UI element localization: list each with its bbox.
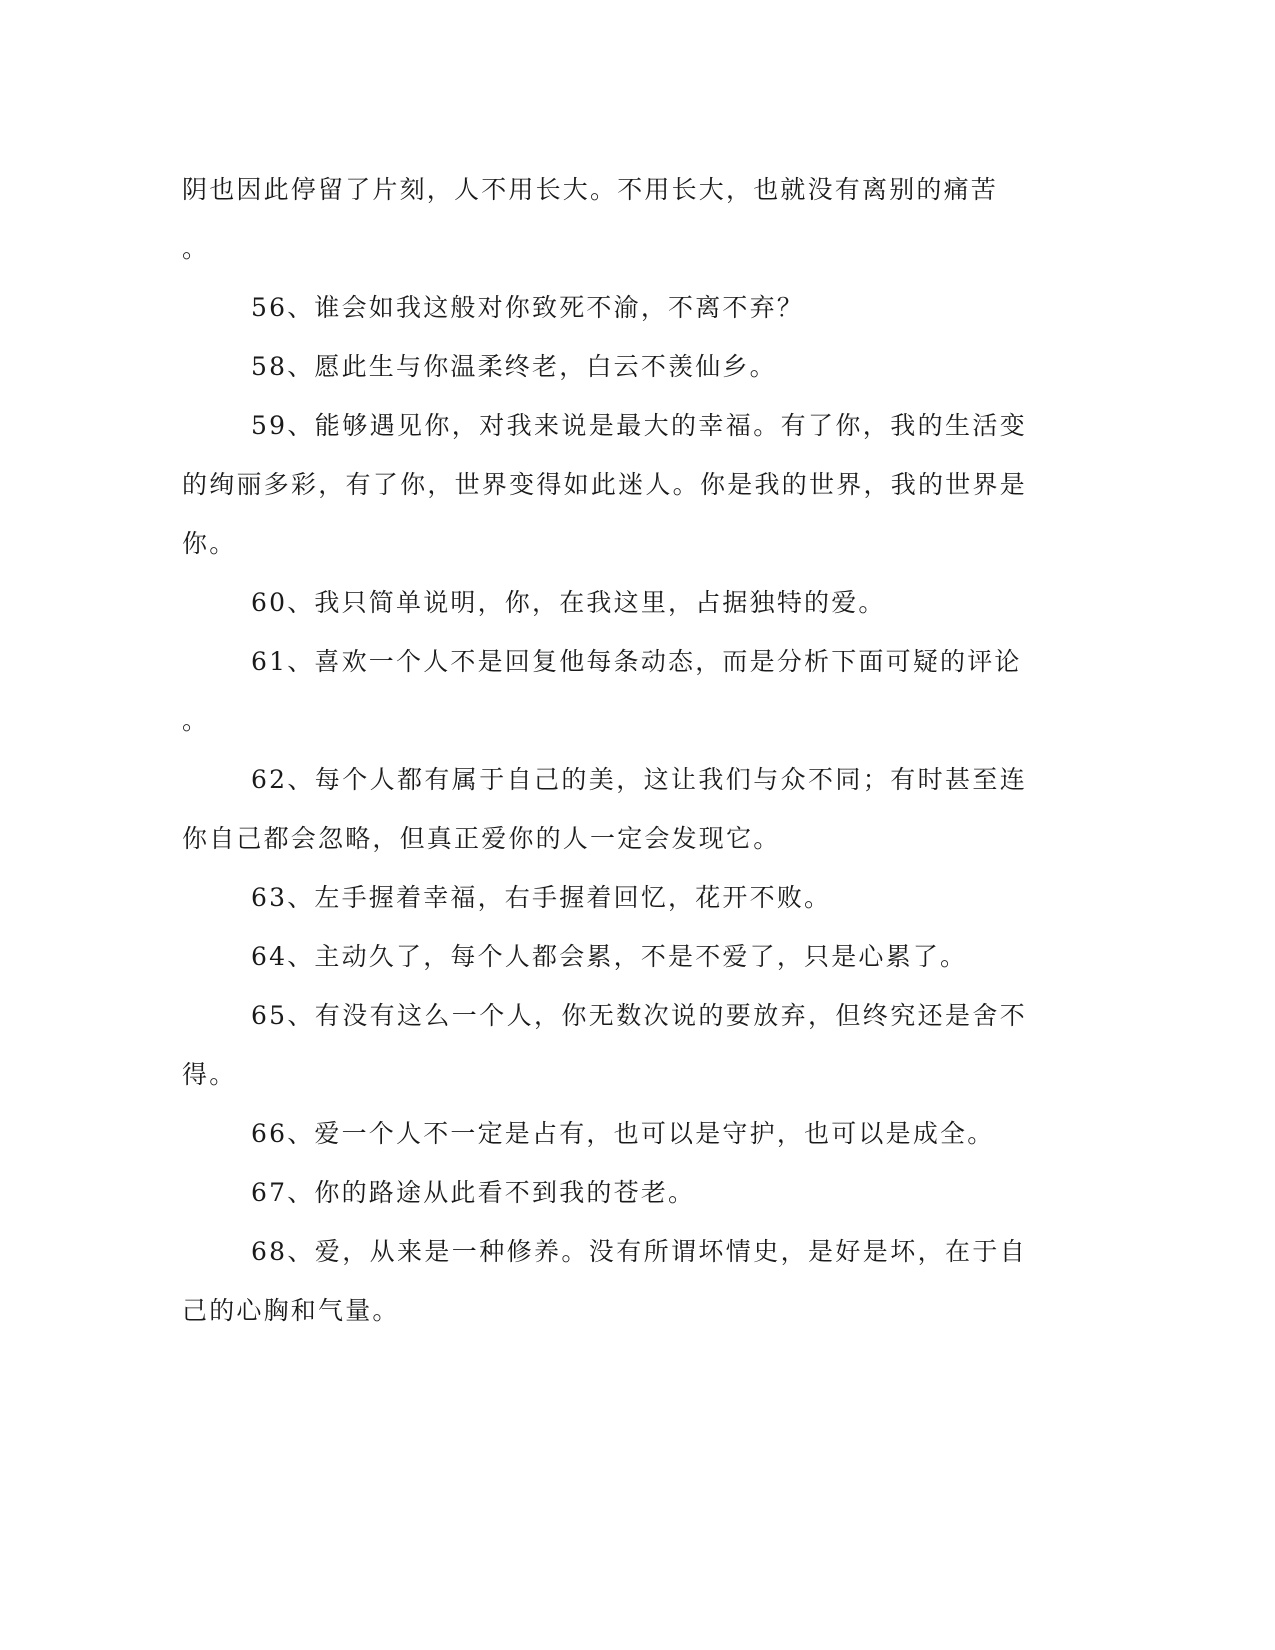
paragraph: 阴也因此停留了片刻，人不用长大。不用长大，也就没有离别的痛苦 。 bbox=[182, 175, 999, 263]
paragraph: 66、爱一个人不一定是占有，也可以是守护，也可以是成全。 bbox=[251, 1119, 995, 1148]
paragraph: 60、我只简单说明，你，在我这里，占据独特的爱。 bbox=[251, 588, 886, 617]
paragraph: 56、谁会如我这般对你致死不渝，不离不弃？ bbox=[251, 293, 805, 322]
paragraph: 61、喜欢一个人不是回复他每条动态，而是分析下面可疑的评论 。 bbox=[182, 647, 1022, 735]
paragraph: 58、愿此生与你温柔终老，白云不羡仙乡。 bbox=[251, 352, 777, 381]
paragraph: 62、每个人都有属于自己的美，这让我们与众不同；有时甚至连你自己都会忽略，但真正爱你的人一定会发现它。 bbox=[182, 765, 1027, 853]
document-body bbox=[182, 160, 1027, 1340]
paragraph: 68、爱，从来是一种修养。没有所谓坏情史，是好是坏，在于自己的心胸和气量。 bbox=[182, 1237, 1027, 1325]
paragraph: 64、主动久了，每个人都会累，不是不爱了，只是心累了。 bbox=[251, 942, 968, 971]
paragraph: 67、你的路途从此看不到我的苍老。 bbox=[251, 1178, 696, 1207]
paragraph: 59、能够遇见你，对我来说是最大的幸福。有了你，我的生活变的绚丽多彩，有了你，世界变得如此迷人。你是我的世界，我的世界是你。 bbox=[182, 411, 1027, 558]
paragraph: 63、左手握着幸福，右手握着回忆，花开不败。 bbox=[251, 883, 832, 912]
paragraph: 65、有没有这么一个人，你无数次说的要放弃，但终究还是舍不得。 bbox=[182, 1001, 1027, 1089]
